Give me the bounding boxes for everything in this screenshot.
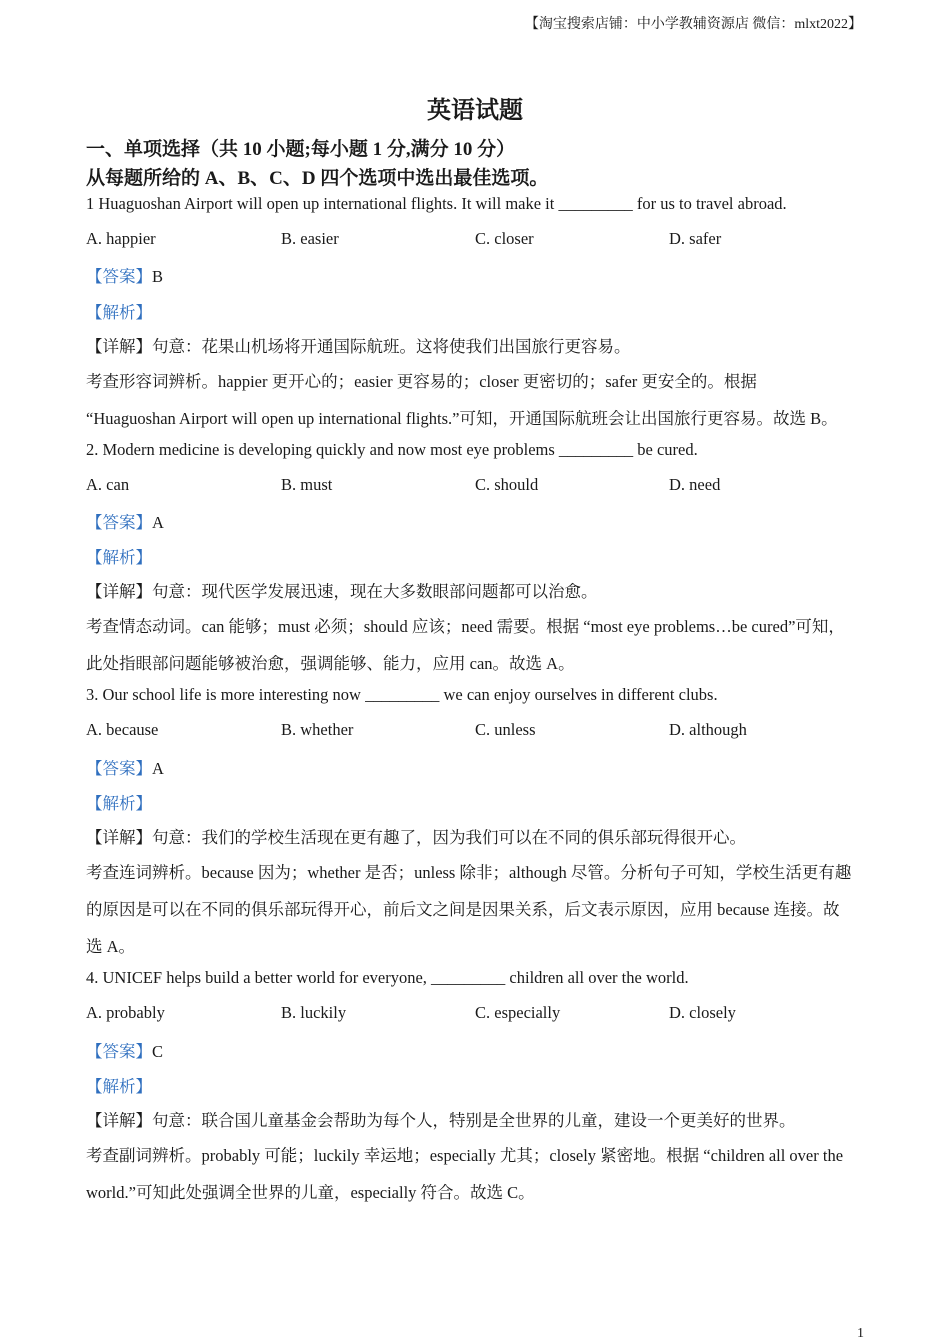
answer-value: A (152, 759, 164, 778)
detail-line: 考查连词辨析。because 因为；whether 是否；unless 除非；although 尽管。分析句子可知，学校生活更有趣 (86, 863, 852, 882)
detail-line: “Huaguoshan Airport will open up international flights.”可知，开通国际航班会让出国旅行更容易。故选 B。 (86, 409, 838, 428)
detail-line: 考查形容词辨析。happier 更开心的；easier 更容易的；closer 更密切的；safer 更安全的。根据 (86, 372, 757, 391)
detail-line: 此处指眼部问题能够被治愈，强调能够、能力，应用 can。故选 A。 (86, 654, 575, 673)
analysis-label: 【解析】 (86, 303, 152, 322)
option-a: A. probably (86, 1003, 165, 1022)
detail-line: 的原因是可以在不同的俱乐部玩得开心，前后文之间是因果关系，后文表示原因，应用 because 连接。故 (86, 900, 840, 919)
option-c: C. closer (475, 229, 534, 248)
answer-line (86, 1038, 163, 1062)
option-c: C. unless (475, 720, 536, 739)
option-d: D. need (669, 475, 721, 494)
detail-line: 【详解】句意：我们的学校生活现在更有趣了，因为我们可以在不同的俱乐部玩得很开心。 (86, 828, 746, 847)
analysis-label: 【解析】 (86, 1077, 152, 1096)
page-number: 1 (857, 1326, 864, 1341)
answer-label: 【答案】 (86, 513, 152, 532)
option-c: C. especially (475, 1003, 561, 1022)
option-d: D. safer (669, 229, 722, 248)
option-a: A. can (86, 475, 130, 494)
option-b: B. must (281, 475, 333, 494)
section-heading: 一、单项选择（共 10 小题;每小题 1 分,满分 10 分） (86, 139, 516, 160)
detail-line: world.”可知此处强调全世界的儿童，especially 符合。故选 C。 (86, 1183, 535, 1202)
answer-value: C (152, 1042, 164, 1061)
answer-line (86, 263, 163, 287)
option-a: A. happier (86, 229, 156, 248)
analysis-label: 【解析】 (86, 548, 152, 567)
detail-line: 【详解】句意：现代医学发展迅速，现在大多数眼部问题都可以治愈。 (86, 582, 598, 601)
option-a: A. because (86, 720, 159, 739)
page-title: 英语试题 (427, 98, 523, 124)
question-stem: 2. Modern medicine is developing quickly and now most eye problems _________ be cured. (86, 440, 698, 459)
answer-value: A (152, 513, 164, 532)
question-stem: 3. Our school life is more interesting now _________ we can enjoy ourselves in different clubs. (86, 685, 718, 704)
answer-label: 【答案】 (86, 1042, 152, 1061)
option-d: D. although (669, 720, 747, 739)
answer-value: B (152, 267, 164, 286)
detail-line: 选 A。 (86, 937, 136, 956)
option-c: C. should (475, 475, 539, 494)
section-instruction: 从每题所给的 A、B、C、D 四个选项中选出最佳选项。 (86, 168, 549, 189)
detail-line: 考查情态动词。can 能够；must 必须；should 应该；need 需要。根据 “most eye problems…be cured”可知， (86, 617, 845, 636)
detail-line: 【详解】句意：联合国儿童基金会帮助为每个人，特别是全世界的儿童，建设一个更美好的世界。 (86, 1111, 796, 1130)
detail-line: 考查副词辨析。probably 可能；luckily 幸运地；especially 尤其；closely 紧密地。根据 “children all over the (86, 1146, 844, 1165)
page-header: 【淘宝搜索店铺：中小学教辅资源店 微信：mlxt2022】 (524, 17, 862, 32)
question-stem: 4. UNICEF helps build a better world for everyone, _________ children all over the world. (86, 968, 689, 987)
analysis-label: 【解析】 (86, 794, 152, 813)
option-b: B. easier (281, 229, 339, 248)
option-d: D. closely (669, 1003, 736, 1022)
option-b: B. whether (281, 720, 354, 739)
question-stem: 1 Huaguoshan Airport will open up international flights. It will make it _________ for us to travel abroad. (86, 194, 787, 213)
answer-label: 【答案】 (86, 759, 152, 778)
answer-line (86, 509, 164, 533)
detail-line: 【详解】句意：花果山机场将开通国际航班。这将使我们出国旅行更容易。 (86, 337, 631, 356)
answer-label: 【答案】 (86, 267, 152, 286)
answer-line (86, 755, 164, 779)
option-b: B. luckily (281, 1003, 347, 1022)
